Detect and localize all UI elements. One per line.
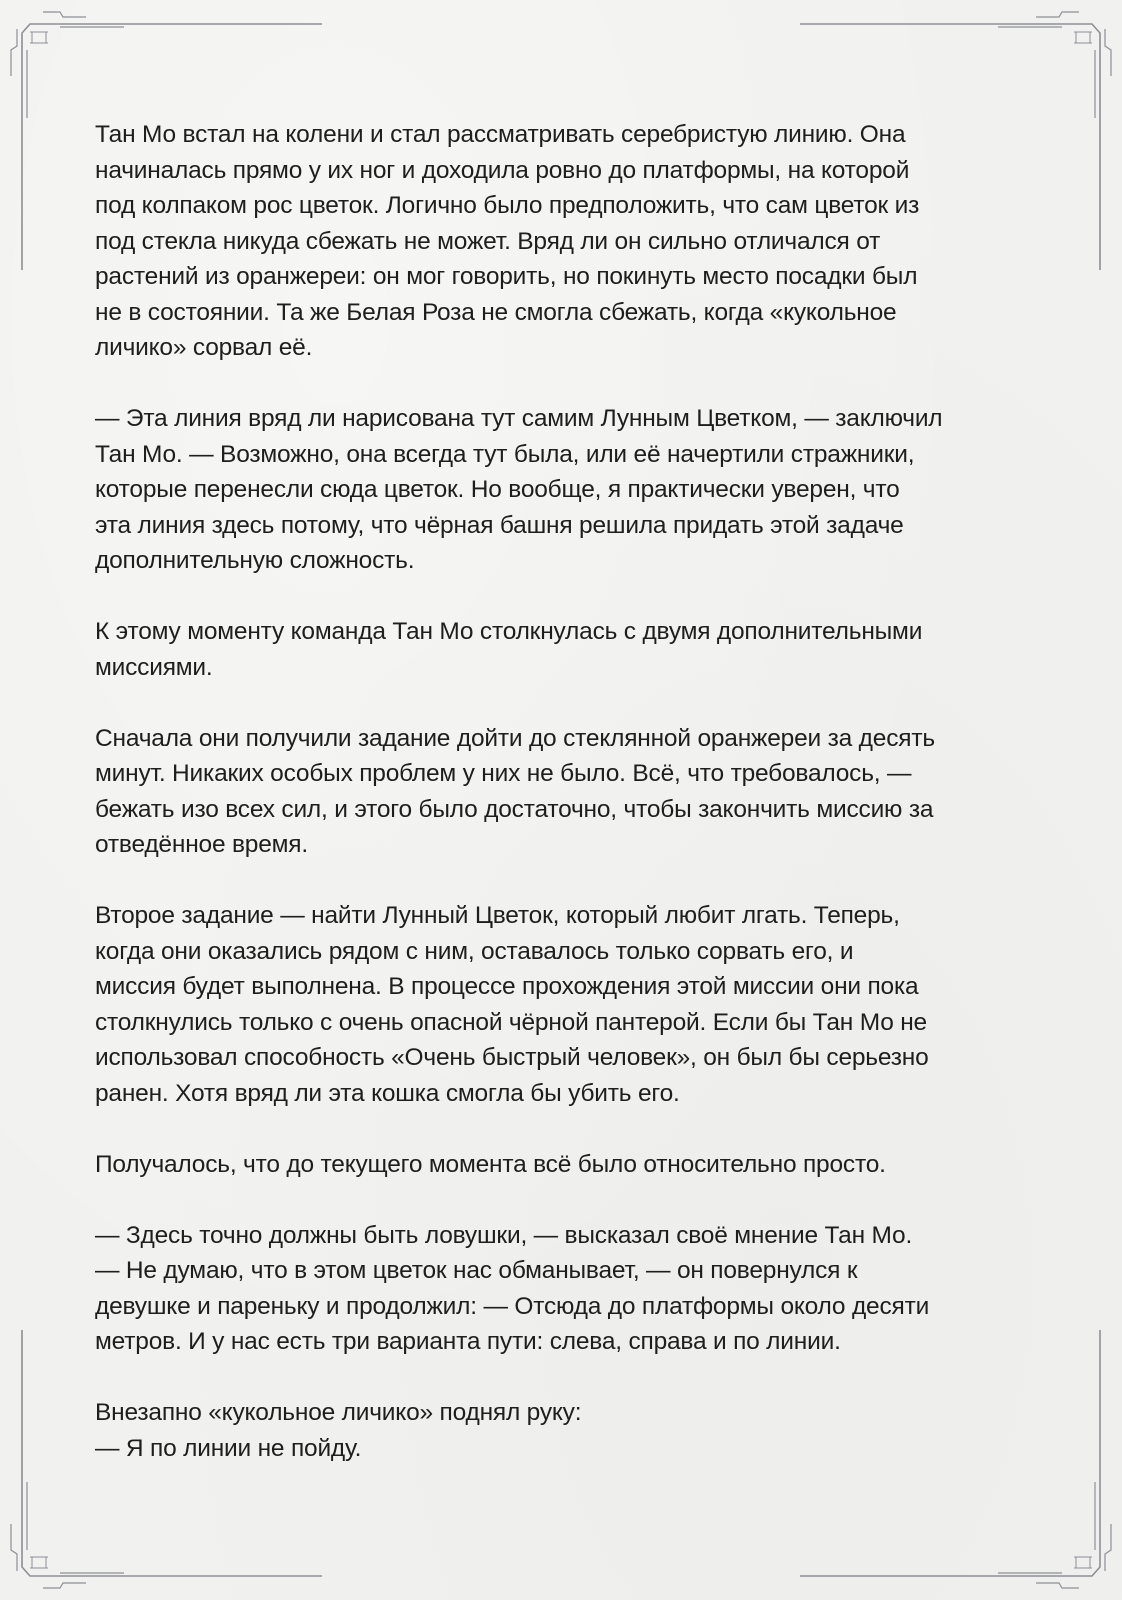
paragraph: — Эта линия вряд ли нарисована тут самим Лунным Цветком, — заключил Тан Мо. — Возможно, она всегда тут была, или её начертили стражники, которые перенесли сюда цветок. Но вообще, я практически уверен, что эта линия здесь потому, что чёрная башня решила придать этой задаче дополнительную сложность.: [95, 405, 943, 574]
frame-step-line-top-left: [43, 12, 86, 17]
document-body: [95, 117, 1035, 1466]
paragraph: Внезапно «кукольное личико» поднял руку: — Я по линии не пойду.: [95, 1399, 582, 1462]
frame-square-ornament-top-left: [32, 32, 46, 43]
paragraph: Тан Мо встал на колени и стал рассматривать серебристую линию. Она начиналась прямо у их ног и доходила ровно до платформы, на которой под колпаком рос цветок. Логично было предположить, что сам цветок из под стекла никуда сбежать не может. Вряд ли он сильно отличался от растений из оранжереи: он мог говорить, но покинуть место посадки был не в состоянии. Та же Белая Роза не смогла сбежать, когда «кукольное личико» сорвал её.: [95, 121, 920, 361]
paragraph: Сначала они получили задание дойти до стеклянной оранжереи за десять минут. Никаких особых проблем у них не было. Всё, что требовалось, — бежать изо всех сил, и этого было достаточно, чтобы закончить миссию за отведённое время.: [95, 724, 935, 858]
paragraph: К этому моменту команда Тан Мо столкнулась с двумя дополнительными миссиями.: [95, 618, 923, 681]
paragraph: Второе задание — найти Лунный Цветок, который любит лгать. Теперь, когда они оказались рядом с ним, оставалось только сорвать его, и миссия будет выполнена. В процессе прохождения этой миссии они пока столкнулись только с очень опасной чёрной пантерой. Если бы Тан Мо не использовал способность «Очень быстрый человек», он был бы серьезно ранен. Хотя вряд ли эта кошка смогла бы убить его.: [95, 902, 929, 1107]
paragraph: — Здесь точно должны быть ловушки, — высказал своё мнение Тан Мо. — Не думаю, что в этом цветок нас обманывает, — он повернулся к девушке и пареньку и продолжил: — Отсюда до платформы около десяти метров. И у нас есть три варианта пути: слева, справа и по линии.: [95, 1221, 930, 1355]
frame-side-step-top-left: [11, 29, 17, 76]
paragraph: Получалось, что до текущего момента всё было относительно просто.: [95, 1150, 886, 1178]
